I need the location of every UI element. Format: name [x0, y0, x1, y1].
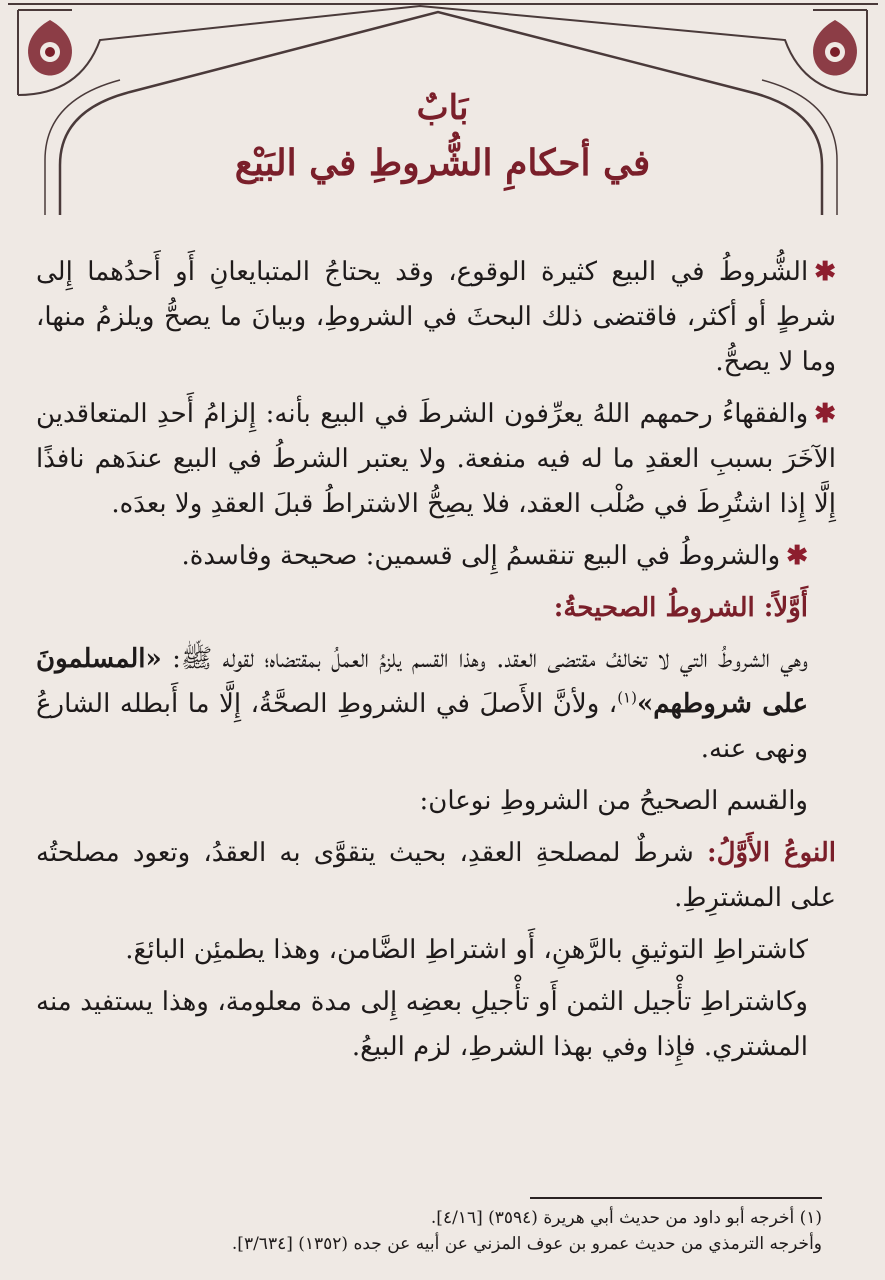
- footnote: (١) أخرجه أبو داود من حديث أبي هريرة (٣٥٩٤) [٤/١٦].: [430, 1208, 822, 1228]
- ornament-icon: [813, 20, 857, 76]
- paragraph: [36, 637, 836, 772]
- star-icon: ✱: [786, 541, 808, 571]
- paragraph: كاشتراطِ التوثيقِ بالرَّهنِ، أَو اشتراطِ الضَّامن، وهذا يطمئِن البائعَ.: [125, 935, 808, 965]
- section-heading: أَوَّلاً: الشروطُ الصحيحةُ:: [553, 593, 808, 623]
- paragraph-text: الشُّروطُ في البيع كثيرة الوقوع، وقد يحتاجُ المتبايعانِ أَو أَحدُهما إِلى شرطٍ أو أكثر، فاقتضى ذلك البحثَ في الشروطِ، وبيانَ ما يصحُّ ويلزمُ منها، وما لا يصحُّ.: [36, 257, 836, 377]
- paragraph-text: شرطٌ لمصلحةِ العقدِ، بحيث يتقوَّى به العقدُ، وتعود مصلحتُه على المشترِطِ.: [36, 838, 836, 913]
- type-label: النوعُ الأَوَّلُ:: [706, 838, 836, 868]
- main-text: [36, 250, 836, 1077]
- hadith-quote: «المسلمونَ على شروطهم»: [36, 644, 808, 719]
- paragraph-text: والفقهاءُ رحمهم اللهُ يعرِّفون الشرطَ في البيع بأنه: إِلزامُ أَحدِ المتعاقدين الآخَرَ بسببِ العقدِ ما له فيه منفعة. ولا يعتبر الشرطُ في البيع عندَهم نافذًا إِلَّا إِذا اشتُرِطَ في صُلْب العقد، فلا يصِحُّ الاشتراطُ قبلَ العقدِ ولا بعدَه.: [36, 399, 836, 519]
- footnotes: [150, 1205, 822, 1257]
- footnote-ref[interactable]: (١): [617, 688, 637, 707]
- ornament-icon: [28, 20, 72, 76]
- paragraph: [36, 831, 836, 921]
- paragraph-text: ، ولأنَّ الأَصلَ في الشروطِ الصحَّةُ، إِلَّا ما أَبطله الشارعُ ونهى عنه.: [36, 689, 808, 764]
- paragraph: [36, 392, 836, 527]
- paragraph: [36, 534, 836, 579]
- star-icon: ✱: [814, 257, 836, 287]
- chapter-title: في أحكامِ الشُّروطِ في البَيْع: [234, 142, 651, 184]
- paragraph: وكاشتراطِ تأْجيل الثمن أَو تأْجيلِ بعضِه إِلى مدة معلومة، وهذا يستفيد منه المشتري. فإِذا وفي بهذا الشرطِ، لزم البيعُ.: [36, 987, 808, 1062]
- footnote: وأخرجه الترمذي من حديث عمرو بن عوف المزني عن أبيه عن جده (١٣٥٢) [٣/٦٣٤].: [231, 1234, 822, 1254]
- paragraph-text: وهي الشروطُ التي لا تخالفُ مقتضى العقد. وهذا القسم يلزمُ العملُ بمقتضاه؛ لقوله ﷺ:: [161, 644, 808, 674]
- paragraph: [36, 250, 836, 385]
- star-icon: ✱: [814, 399, 836, 429]
- footnote-divider: [530, 1197, 822, 1199]
- paragraph: والقسم الصحيحُ من الشروطِ نوعان:: [419, 786, 808, 816]
- chapter-label: بَابٌ: [416, 88, 469, 128]
- paragraph-text: والشروطُ في البيع تنقسمُ إِلى قسمين: صحيحة وفاسدة.: [181, 541, 781, 571]
